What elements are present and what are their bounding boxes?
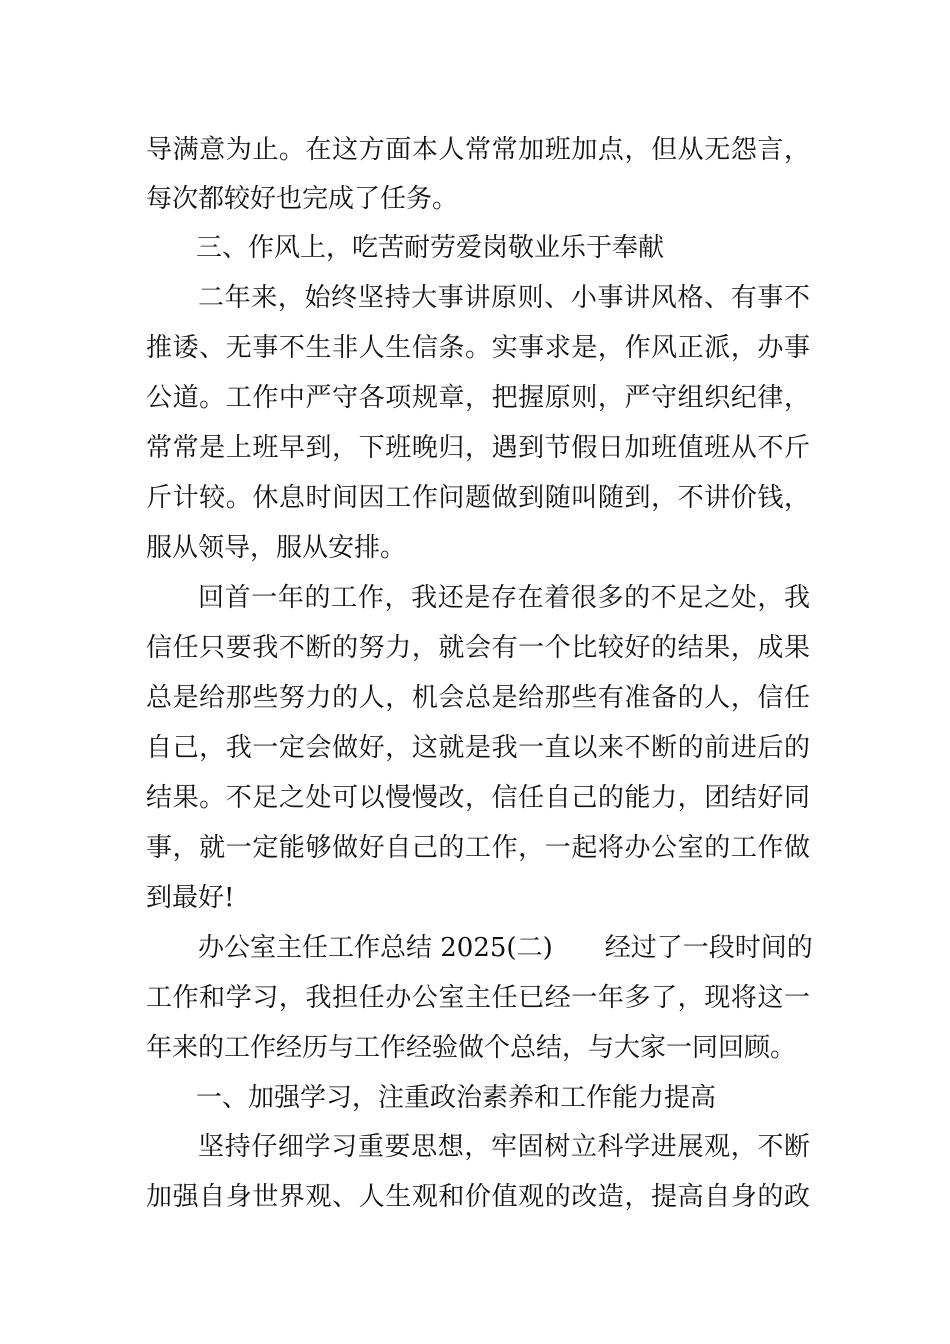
section-heading: 一、加强学习，注重政治素养和工作能力提高 (196, 1083, 717, 1113)
text-line: 信任只要我不断的努力，就会有一个比较好的结果，成果 (146, 633, 810, 663)
text-line: 自己，我一定会做好，这就是我一直以来不断的前进后的 (146, 733, 810, 763)
text-line: 推诿、无事不生非人生信条。实事求是，作风正派，办事 (146, 333, 810, 363)
text-line: 二年来，始终坚持大事讲原则、小事讲风格、有事不 (198, 283, 810, 313)
text-line: 公道。工作中严守各项规章，把握原则，严守组织纪律， (146, 383, 810, 413)
text-line: 加强自身世界观、人生观和价值观的改造，提高自身的政 (146, 1182, 810, 1212)
text-line: 总是给那些努力的人，机会总是给那些有准备的人，信任 (146, 683, 810, 713)
text-line: 导满意为止。在这方面本人常常加班加点，但从无怨言， (146, 135, 810, 165)
text-line: 工作和学习，我担任办公室主任已经一年多了，现将这一 (146, 983, 810, 1013)
section-heading: 三、作风上，吃苦耐劳爱岗敬业乐于奉献 (196, 233, 665, 263)
text-line: 办公室主任工作总结 2025(二) 经过了一段时间的 (198, 933, 813, 963)
text-line: 到最好! (146, 883, 235, 913)
text-line: 常常是上班早到，下班晚归，遇到节假日加班值班从不斤 (146, 433, 810, 463)
text-line: 每次都较好也完成了任务。 (146, 184, 459, 214)
text-line: 斤计较。休息时间因工作问题做到随叫随到，不讲价钱， (146, 483, 810, 513)
text-line: 年来的工作经历与工作经验做个总结，与大家一同回顾。 (146, 1033, 797, 1063)
text-line: 结果。不足之处可以慢慢改，信任自己的能力，团结好同 (146, 783, 810, 813)
text-line: 回首一年的工作，我还是存在着很多的不足之处，我 (198, 583, 810, 613)
text-line: 事，就一定能够做好自己的工作，一起将办公室的工作做 (146, 833, 810, 863)
text-line: 坚持仔细学习重要思想，牢固树立科学进展观，不断 (198, 1132, 810, 1162)
text-line: 服从领导，服从安排。 (146, 533, 407, 563)
